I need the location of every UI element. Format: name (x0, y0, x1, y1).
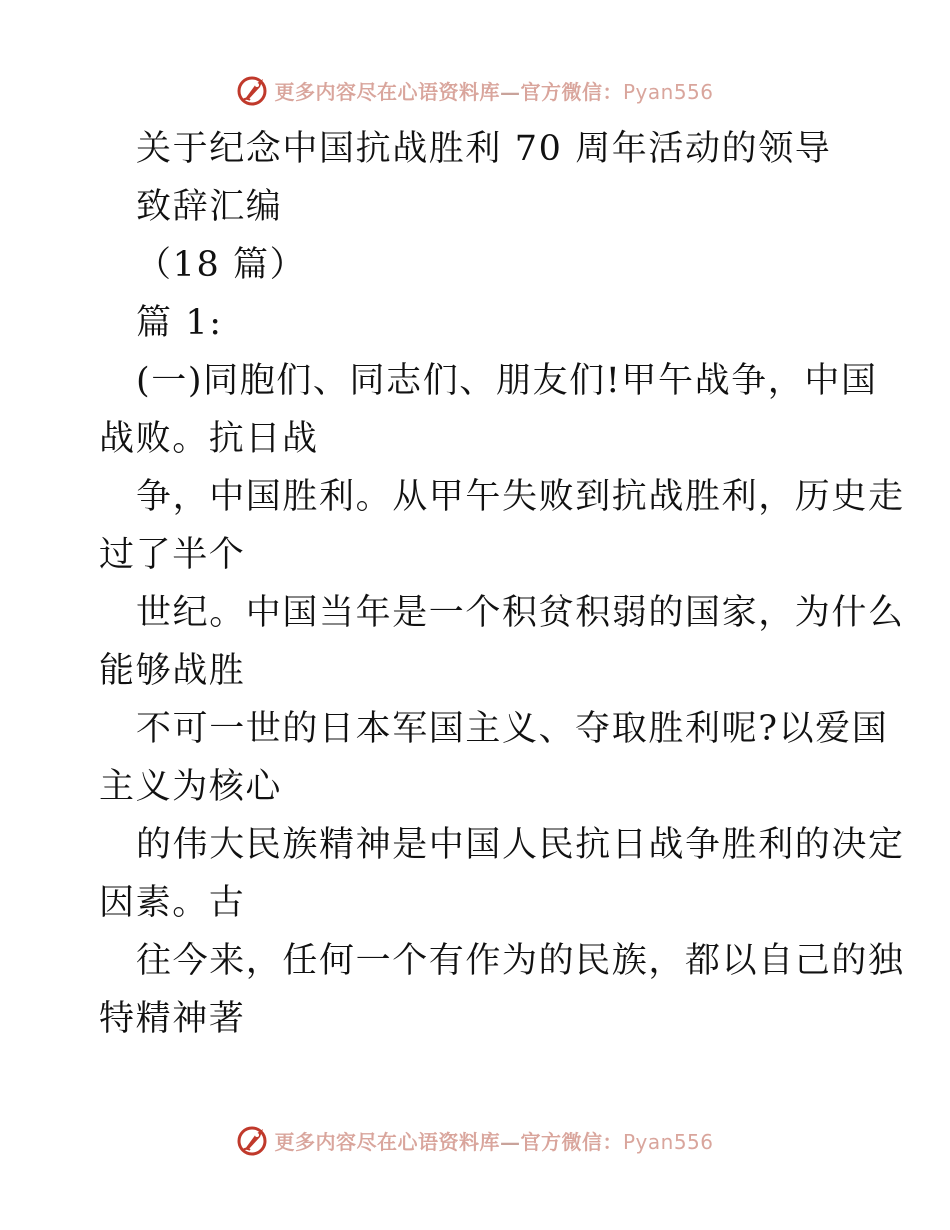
watermark-label: 官方微信： (520, 1129, 623, 1154)
document-title-line-1: 关于纪念中国抗战胜利 70 周年活动的领导 (136, 129, 832, 169)
section-heading: 篇 1: (136, 303, 223, 343)
watermark-wechat-id: Pyan556 (622, 1129, 714, 1154)
body-line: 往今来，任何一个有作为的民族，都以自己的独 (136, 941, 905, 981)
body-line: 的伟大民族精神是中国人民抗日战争胜利的决定 (136, 825, 905, 865)
watermark-brand: 更多内容尽在心语资料库 (274, 79, 500, 104)
body-line: 因素。古 (99, 883, 246, 923)
pen-nib-logo-icon (236, 73, 270, 107)
watermark-dash: — (499, 79, 521, 104)
watermark-brand: 更多内容尽在心语资料库 (274, 1129, 500, 1154)
document-count: （18 篇） (136, 245, 307, 285)
footer-watermark (0, 1120, 950, 1160)
body-line: (一)同胞们、同志们、朋友们!甲午战争，中国 (136, 361, 878, 401)
body-line: 争，中国胜利。从甲午失败到抗战胜利，历史走 (136, 477, 905, 517)
body-line: 能够战胜 (99, 651, 246, 691)
watermark-dash: — (499, 1129, 521, 1154)
body-line: 世纪。中国当年是一个积贫积弱的国家，为什么 (136, 593, 905, 633)
header-watermark (0, 70, 950, 110)
watermark-text (274, 1126, 713, 1155)
pen-nib-logo-icon (236, 1123, 270, 1157)
body-line: 过了半个 (99, 535, 246, 575)
body-line: 战败。抗日战 (99, 419, 319, 459)
document-title-line-2: 致辞汇编 (136, 187, 283, 227)
watermark-text (274, 76, 713, 105)
watermark-label: 官方微信： (520, 79, 623, 104)
watermark-wechat-id: Pyan556 (622, 79, 714, 104)
body-line: 不可一世的日本军国主义、夺取胜利呢?以爱国 (136, 709, 889, 749)
body-line: 主义为核心 (99, 767, 283, 807)
body-line: 特精神著 (99, 999, 246, 1039)
